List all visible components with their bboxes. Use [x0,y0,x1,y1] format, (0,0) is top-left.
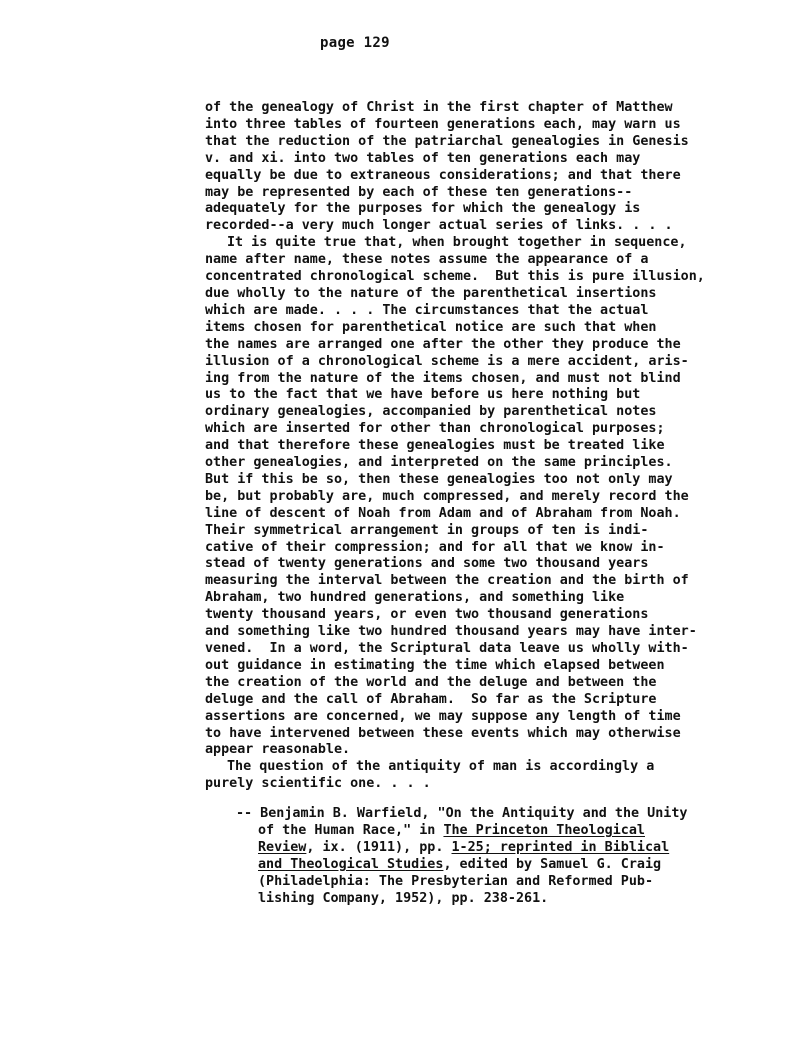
text-line: recorded--a very much longer actual series of links. . . . [205,218,673,234]
text-line: deluge and the call of Abraham. So far as the Scripture [205,691,657,707]
citation-line: lishing Company, 1952), pp. 238-261. [258,890,549,906]
text-line: twenty thousand years, or even two thousand generations [205,607,649,623]
text-line: appear reasonable. [205,742,351,758]
text-line: Abraham, two hundred generations, and something like [205,590,625,606]
text-line: of the genealogy of Christ in the first chapter of Matthew [205,100,673,115]
reprint-note: 1-25; reprinted in Biblical [451,839,670,855]
text-line: line of descent of Noah from Adam and of Abraham from Noah. [205,505,681,521]
citation-line: -- Benjamin B. Warfield, "On the Antiquity and the Unity [236,806,688,821]
text-line: measuring the interval between the creation and the birth of [205,573,689,589]
text-line: adequately for the purposes for which the genealogy is [205,201,641,217]
text-line: due wholly to the nature of the parenthetical insertions [205,285,657,301]
text-line: purely scientific one. . . . [205,776,431,792]
text-line: illusion of a chronological scheme is a mere accident, aris- [205,353,689,369]
citation [236,806,736,907]
text-line: items chosen for parenthetical notice are such that when [205,319,657,335]
text-line: v. and xi. into two tables of ten generations each may [205,150,641,166]
journal-title-cont: Review [258,839,307,855]
text-line: which are made. . . . The circumstances that the actual [205,302,649,318]
text-line: ing from the nature of the items chosen, and must not blind [205,370,681,386]
text-line: and something like two hundred thousand years may have inter- [205,624,697,640]
quotation-body [205,100,725,793]
text-line: us to the fact that we have before us here nothing but [205,387,641,403]
text-line: the creation of the world and the deluge and between the [205,674,657,690]
text-line: into three tables of fourteen generations each, may warn us [205,116,681,132]
text-line: equally be due to extraneous considerations; and that there [205,167,681,183]
text-line: It is quite true that, when brought together in sequence, [227,235,687,251]
book-title: and Theological Studies [258,856,444,872]
text-line: stead of twenty generations and some two thousand years [205,556,649,572]
text-line: that the reduction of the patriarchal genealogies in Genesis [205,133,689,149]
text-line: ordinary genealogies, accompanied by parenthetical notes [205,404,657,420]
text-line: to have intervened between these events which may otherwise [205,725,681,741]
journal-title: The Princeton Theological [443,822,645,838]
text-line: Their symmetrical arrangement in groups of ten is indi- [205,522,649,538]
citation-line: Review, ix. (1911), pp. 1-25; reprinted in Biblical [258,839,670,855]
text-line: other genealogies, and interpreted on the same principles. [205,455,673,471]
text-line: But if this be so, then these genealogies too not only may [205,471,673,487]
text-line: out guidance in estimating the time which elapsed between [205,657,665,673]
text-line: the names are arranged one after the other they produce the [205,336,681,352]
text-line: concentrated chronological scheme. But this is pure illusion, [205,269,705,285]
page-number: page 129 [320,35,390,51]
text-line: vened. In a word, the Scriptural data leave us wholly with- [205,641,689,656]
text-line: assertions are concerned, we may suppose any length of time [205,708,681,724]
text-line: and that therefore these genealogies must be treated like [205,438,665,454]
text-line: which are inserted for other than chronological purposes; [205,421,665,437]
text-line: be, but probably are, much compressed, and merely record the [205,488,689,504]
citation-line: and Theological Studies, edited by Samuel G. Craig [258,856,662,872]
citation-line: of the Human Race," in The Princeton Theological [258,822,645,838]
text-line: may be represented by each of these ten generations-- [205,184,633,200]
citation-line: (Philadelphia: The Presbyterian and Reformed Pub- [258,873,654,889]
text-line: cative of their compression; and for all that we know in- [205,539,665,555]
text-line: The question of the antiquity of man is accordingly a [227,759,655,775]
text-line: name after name, these notes assume the appearance of a [205,252,649,268]
